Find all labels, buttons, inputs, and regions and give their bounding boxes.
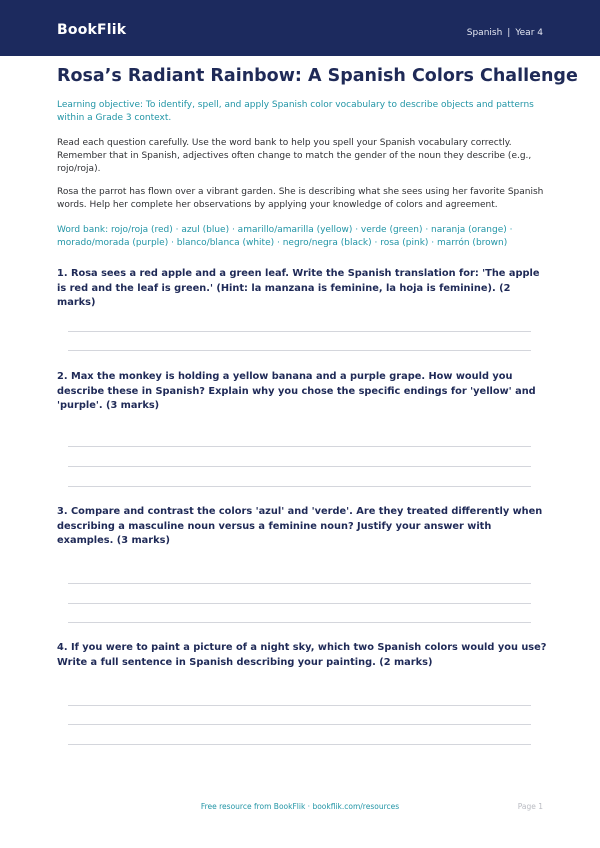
answer-line[interactable] (68, 486, 531, 487)
question-4: 4. If you were to paint a picture of a night sky, which two Spanish colors would you use? Write a full sentence in Spanish describing your painting. (2 marks) (57, 642, 547, 668)
answer-line[interactable] (68, 583, 531, 584)
answer-line[interactable] (68, 744, 531, 745)
worksheet-title: Rosa’s Radiant Rainbow: A Spanish Colors Challenge (57, 66, 578, 86)
level-label: Year 4 (515, 28, 543, 38)
question-3: 3. Compare and contrast the colors 'azul' and 'verde'. Are they treated differently when describing a masculine noun versus a feminine noun? Justify your answer with examples. (3 marks) (57, 506, 543, 546)
word-bank: Word bank: rojo/roja (red) · azul (blue) · amarillo/amarilla (yellow) · verde (green) · naranja (orange) · morado/morada (purple) · blanco/blanca (white) · negro/negra (black) · rosa (pink) · marrón (brown) (57, 225, 513, 248)
subject-level (467, 28, 543, 38)
subject-label: Spanish (466, 28, 503, 38)
answer-line[interactable] (68, 622, 531, 623)
question-2: 2. Max the monkey is holding a yellow banana and a purple grape. How would you describe these in Spanish? Explain why you chose the specific endings for 'yellow' and 'purple'. (3 marks) (57, 371, 536, 411)
page-number: Page 1 (517, 802, 543, 811)
meta-separator: | (507, 28, 511, 38)
answer-line[interactable] (68, 603, 531, 604)
learning-objective: Learning objective: To identify, spell, and apply Spanish color vocabulary to describe objects and patterns within a Grade 3 context. (57, 100, 534, 123)
footer-credit-link[interactable]: Free resource from BookFlik · bookflik.com/resources (200, 802, 400, 811)
answer-line[interactable] (68, 331, 531, 332)
brand-logo[interactable]: BookFlik (57, 22, 127, 38)
instructions-paragraph: Read each question carefully. Use the word bank to help you spell your Spanish vocabulary correctly. Remember that in Spanish, adjectives often change to match the gender of the noun they describe (e.g., rojo/roja). (57, 138, 532, 174)
answer-line[interactable] (68, 705, 531, 706)
page-header (0, 0, 600, 56)
answer-line[interactable] (68, 466, 531, 467)
answer-line[interactable] (68, 724, 531, 725)
scenario-paragraph: Rosa the parrot has flown over a vibrant garden. She is describing what she sees using her favorite Spanish words. Help her complete her observations by applying your knowledge of colors and agreement. (57, 187, 544, 210)
answer-line[interactable] (68, 350, 531, 351)
question-1: 1. Rosa sees a red apple and a green leaf. Write the Spanish translation for: 'The apple is red and the leaf is green.' (Hint: la manzana is feminine, la hoja is feminine). (2 marks) (57, 268, 540, 308)
answer-line[interactable] (68, 446, 531, 447)
